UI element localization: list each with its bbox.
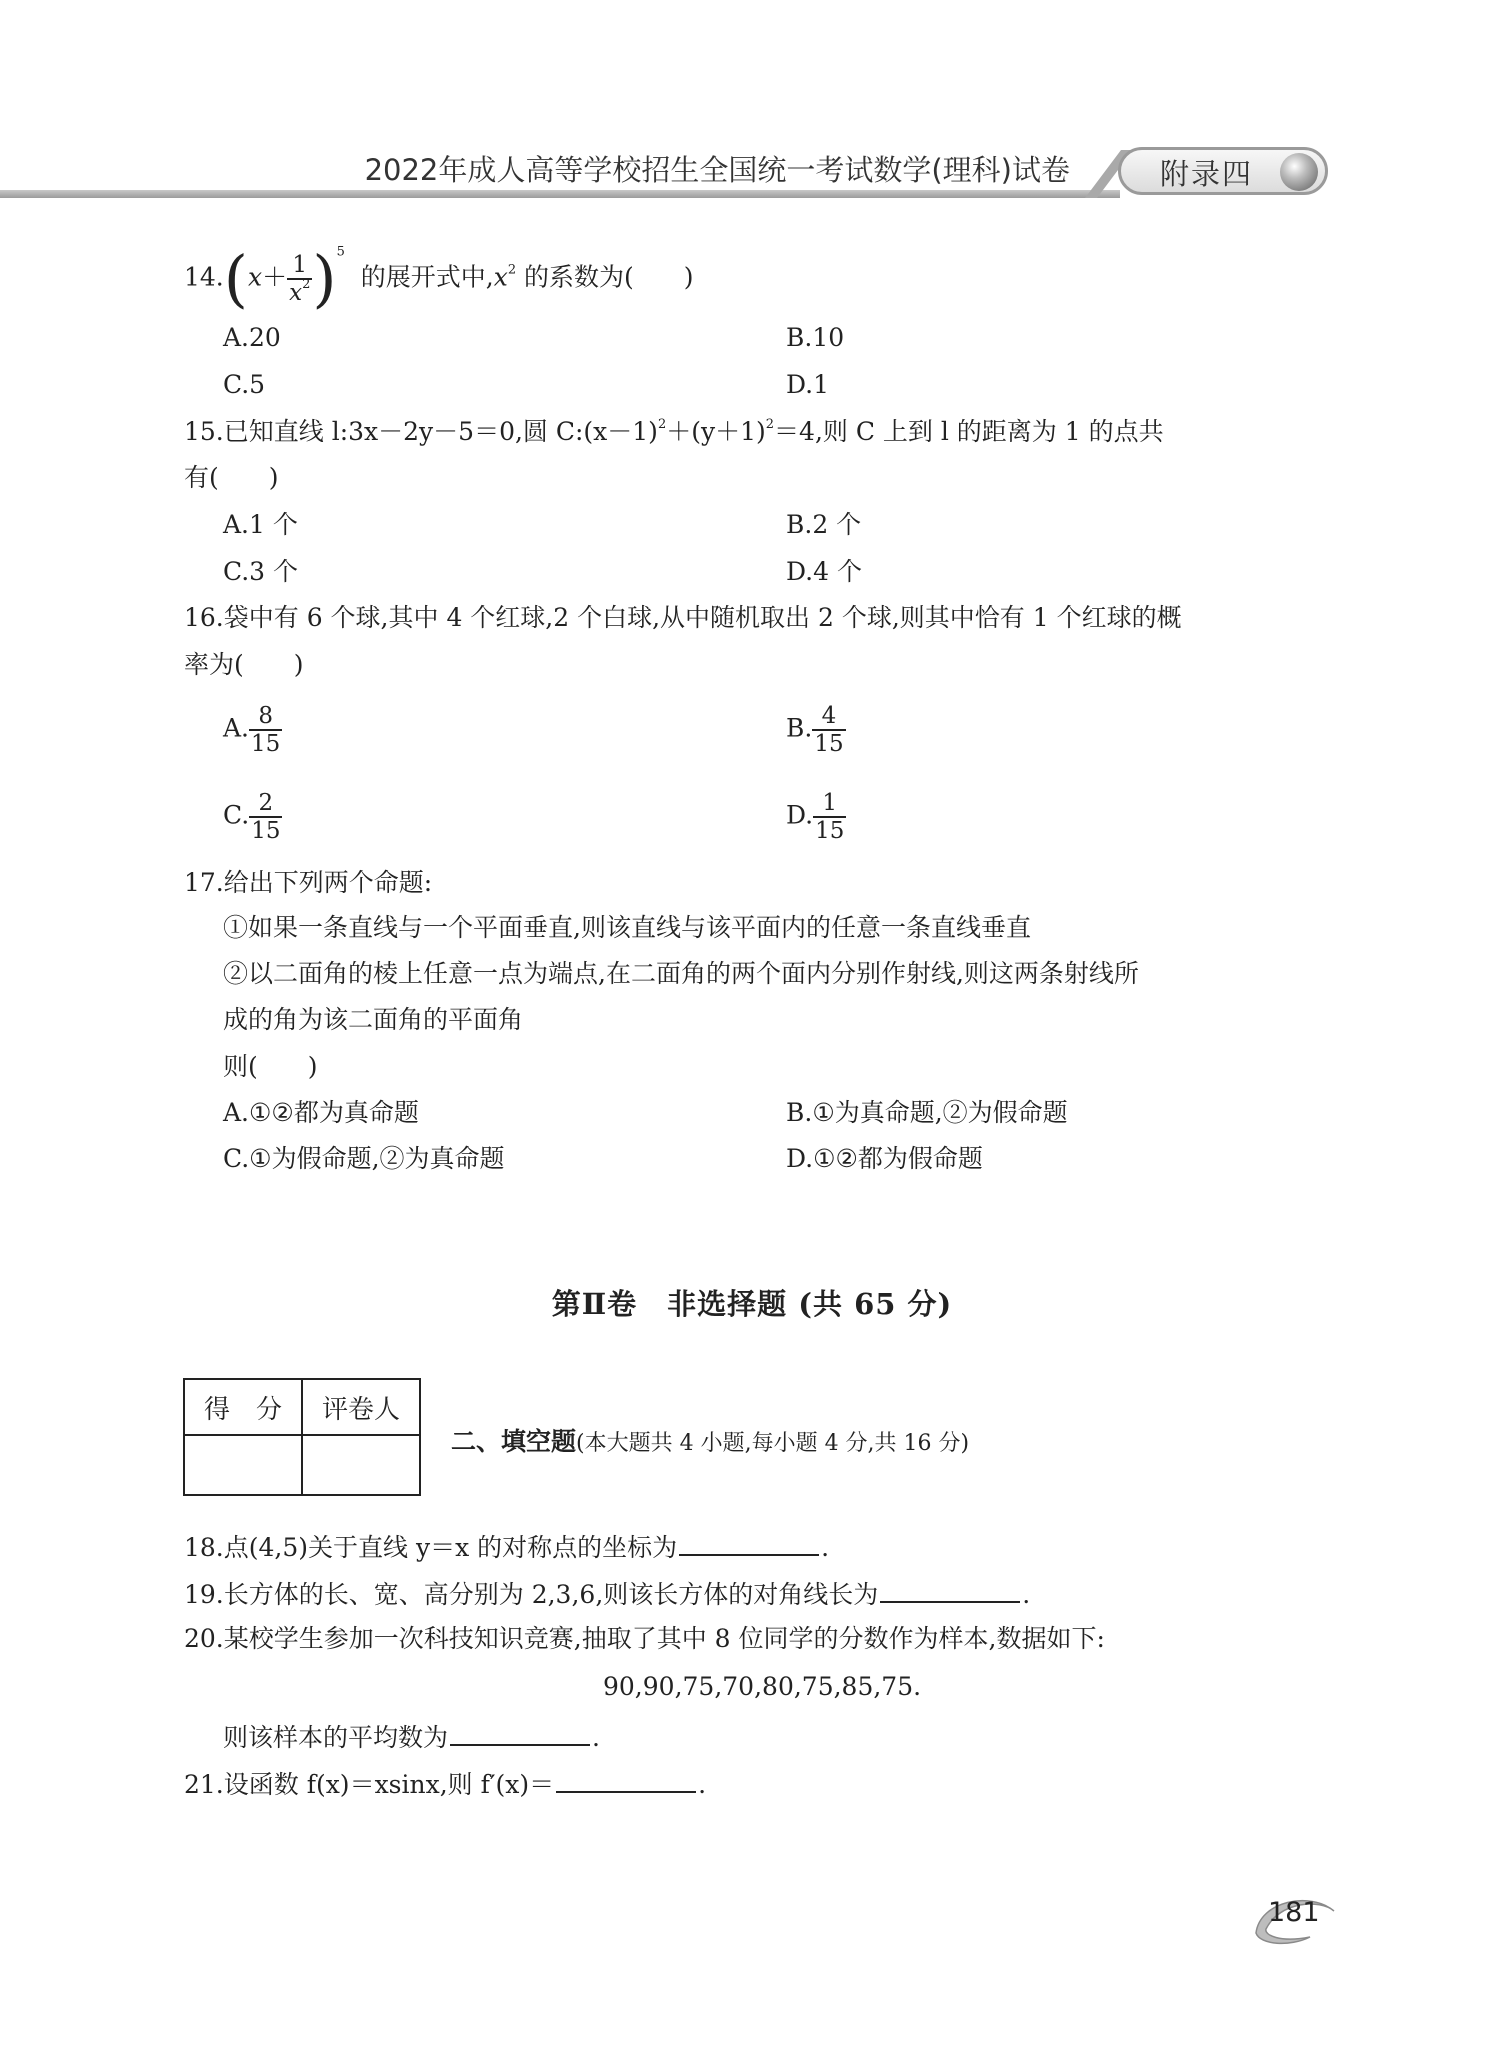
question-15-line2: 有( )	[184, 463, 279, 492]
appendix-ball-icon	[1280, 153, 1318, 191]
fill-section-title: 二、填空题	[451, 1427, 577, 1456]
q16-option-a[interactable]	[223, 703, 282, 757]
q17-option-a[interactable]: A.①②都为真命题	[223, 1098, 419, 1127]
q15-option-c[interactable]: C.3 个	[223, 557, 299, 586]
fill-section-note: (本大题共 4 小题,每小题 4 分,共 16 分)	[576, 1431, 970, 1456]
section-2-title: 第Ⅱ卷 非选择题 (共 65 分)	[551, 1287, 953, 1321]
q17-proposition-1: ①如果一条直线与一个平面垂直,则该直线与该平面内的任意一条直线垂直	[223, 913, 1031, 942]
score-cell[interactable]	[184, 1435, 302, 1495]
q16-d-num: 1	[822, 790, 838, 816]
q14-option-b[interactable]: B.10	[786, 323, 845, 352]
q16-a-den: 15	[251, 731, 281, 757]
page-number: 181	[1268, 1897, 1320, 1928]
q15-sup1: 2	[657, 417, 667, 432]
q16-option-d[interactable]	[786, 790, 846, 844]
q15-line1-tail: ＝4,则 C 上到 l 的距离为 1 的点共	[774, 417, 1164, 446]
question-21	[184, 1765, 706, 1802]
q14-outer-exp: 5	[336, 244, 345, 260]
question-20-line3	[223, 1718, 600, 1755]
q14-frac-den-exp: 2	[302, 277, 311, 292]
question-16-line2: 率为( )	[184, 650, 304, 679]
q20-answer-blank[interactable]	[450, 1718, 590, 1746]
q19-text: 19.长方体的长、宽、高分别为 2,3,6,则该长方体的对角线长为	[184, 1580, 879, 1609]
q14-fraction	[287, 252, 312, 306]
q16-c-den: 15	[251, 818, 281, 844]
q21-answer-blank[interactable]	[556, 1765, 696, 1793]
q15-sup2: 2	[765, 417, 775, 432]
q16-option-c[interactable]	[223, 790, 282, 844]
q21-text: 21.设函数 f(x)＝xsinx,则 f′(x)＝	[184, 1770, 555, 1799]
q17-proposition-2a: ②以二面角的棱上任意一点为端点,在二面角的两个面内分别作射线,则这两条射线所	[223, 959, 1139, 988]
q16-c-label: C.	[223, 800, 250, 830]
q20-end: .	[592, 1723, 600, 1752]
q17-option-b[interactable]: B.①为真命题,②为假命题	[786, 1098, 1068, 1127]
q15-line1-a: 15.已知直线 l:3x－2y－5＝0,圆 C:(x－1)	[184, 417, 658, 446]
q16-d-label: D.	[786, 800, 814, 830]
question-18	[184, 1528, 829, 1565]
score-header: 得 分	[184, 1379, 302, 1435]
grader-cell[interactable]	[302, 1435, 420, 1495]
q17-proposition-2b: 成的角为该二面角的平面角	[223, 1005, 524, 1034]
q16-a-label: A.	[223, 713, 250, 743]
q14-frac-den: x	[289, 280, 303, 306]
q16-d-den: 15	[815, 818, 845, 844]
q21-end: .	[698, 1770, 707, 1799]
q15-option-d[interactable]: D.4 个	[786, 557, 862, 586]
q16-a-num: 8	[258, 703, 273, 729]
q15-option-a[interactable]: A.1 个	[223, 510, 298, 539]
q16-b-label: B.	[786, 713, 813, 743]
q17-then: 则( )	[223, 1052, 318, 1081]
q14-prefix: 14.	[184, 262, 224, 292]
q14-option-a[interactable]: A.20	[223, 323, 281, 352]
q17-option-c[interactable]: C.①为假命题,②为真命题	[223, 1144, 505, 1173]
q14-text-x: x	[493, 262, 508, 292]
header-title: 2022年成人高等学校招生全国统一考试数学(理科)试卷	[364, 153, 1070, 187]
score-table	[183, 1378, 421, 1496]
q14-x: x	[247, 262, 263, 292]
q15-option-b[interactable]: B.2 个	[786, 510, 862, 539]
q20-line3-text: 则该样本的平均数为	[223, 1723, 449, 1752]
appendix-label: 附录四	[1160, 157, 1254, 191]
question-19	[184, 1575, 1030, 1612]
q19-answer-blank[interactable]	[880, 1575, 1020, 1603]
q14-option-c[interactable]: C.5	[223, 370, 266, 399]
q20-data: 90,90,75,70,80,75,85,75.	[603, 1672, 922, 1701]
q14-text-a: 的展开式中,	[360, 262, 494, 292]
header-bar	[0, 190, 1120, 198]
q15-line1-mid: ＋(y＋1)	[666, 417, 766, 446]
q18-answer-blank[interactable]	[679, 1528, 819, 1556]
q14-text-exp: 2	[507, 262, 517, 278]
fill-section-heading	[451, 1422, 969, 1458]
q14-frac-num: 1	[292, 252, 308, 278]
question-16-line1: 16.袋中有 6 个球,其中 4 个红球,2 个白球,从中随机取出 2 个球,则其中恰有 1 个红球的概	[184, 603, 1182, 632]
question-14: 14.(x＋ $\frac{1}{x^2}$ )$^5$ 的展开式中$,x^2$ 的系数为( )	[184, 242, 694, 315]
q14-plus: ＋	[262, 262, 288, 292]
q14-option-d[interactable]: D.1	[786, 370, 830, 399]
q14-text-b: 的系数为( )	[516, 262, 694, 292]
q16-b-den: 15	[814, 731, 844, 757]
q19-end: .	[1022, 1580, 1031, 1609]
grader-header: 评卷人	[302, 1379, 420, 1435]
q17-option-d[interactable]: D.①②都为假命题	[786, 1144, 983, 1173]
q16-option-b[interactable]	[786, 703, 846, 757]
q18-text: 18.点(4,5)关于直线 y＝x 的对称点的坐标为	[184, 1533, 678, 1562]
question-20-line1: 20.某校学生参加一次科技知识竞赛,抽取了其中 8 位同学的分数作为样本,数据如下:	[184, 1624, 1105, 1653]
q16-c-num: 2	[258, 790, 274, 816]
q18-end: .	[821, 1533, 830, 1562]
q16-b-num: 4	[821, 703, 837, 729]
question-15-line1	[184, 415, 1164, 449]
question-17-line1: 17.给出下列两个命题:	[184, 868, 433, 897]
